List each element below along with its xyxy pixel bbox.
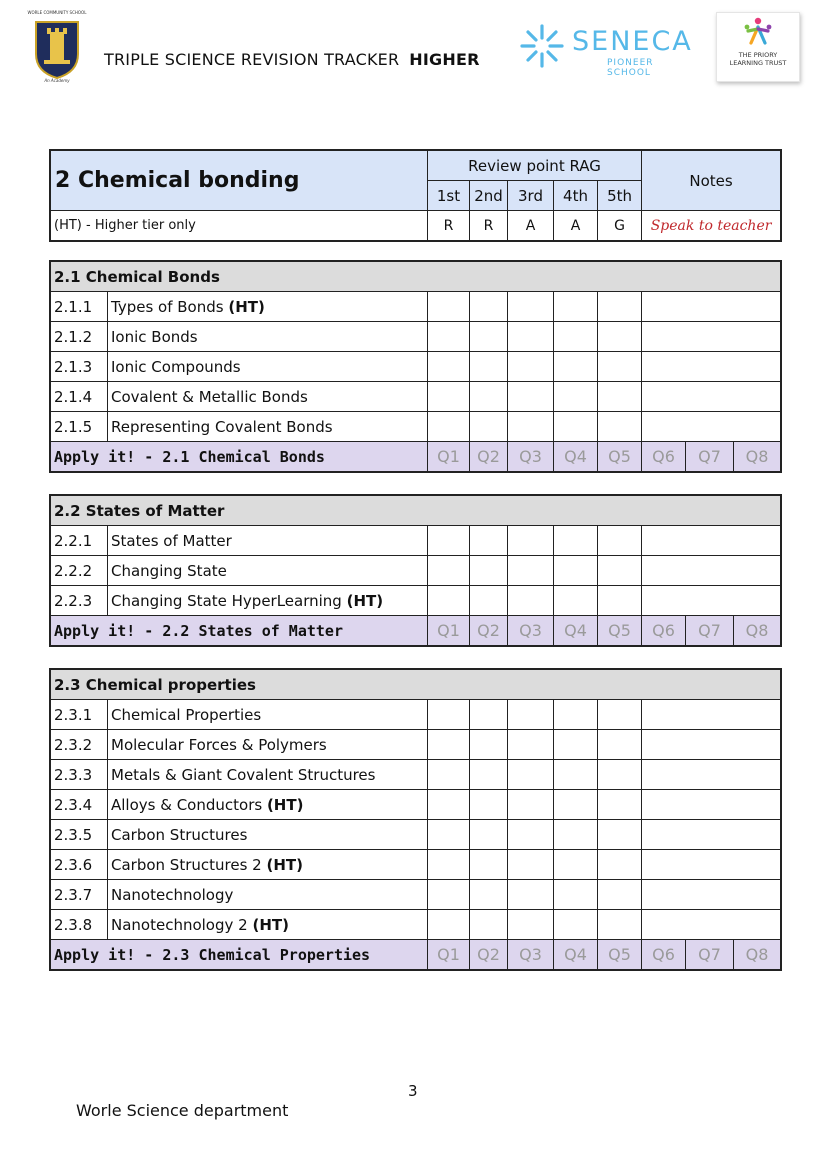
topic-name: Nanotechnology	[111, 885, 234, 904]
topic-name: Ionic Bonds	[111, 327, 198, 346]
document-title	[104, 50, 480, 69]
topic-name-cell	[108, 760, 428, 790]
rag-cell[interactable]	[428, 382, 470, 412]
question-cell[interactable]: Q4	[554, 616, 598, 646]
section-title: 2.2 States of Matter	[51, 496, 781, 526]
rag-cell[interactable]	[470, 322, 508, 352]
rag-cell[interactable]	[508, 322, 554, 352]
seneca-sub: PIONEER SCHOOL	[607, 58, 654, 78]
topic-name-cell	[108, 700, 428, 730]
rag-key-1: R	[428, 211, 470, 241]
rag-cell[interactable]	[598, 790, 642, 820]
section-table	[50, 669, 781, 970]
topic-row	[51, 556, 781, 586]
topic-name-cell	[108, 526, 428, 556]
rag-cell[interactable]	[598, 292, 642, 322]
apply-it-label: Apply it! - 2.2 States of Matter	[51, 616, 428, 646]
rag-cell[interactable]	[428, 322, 470, 352]
topic-name-cell	[108, 820, 428, 850]
rag-cell[interactable]	[554, 322, 598, 352]
topic-name: Covalent & Metallic Bonds	[111, 387, 308, 406]
section-table	[50, 261, 781, 472]
title-text: TRIPLE SCIENCE REVISION TRACKER	[104, 50, 400, 69]
topic-name-cell	[108, 322, 428, 352]
topic-name: Changing State HyperLearning	[111, 591, 342, 610]
notes-cell[interactable]	[642, 820, 781, 850]
topic-name-cell	[108, 352, 428, 382]
topic-row	[51, 850, 781, 880]
rag-key-4: A	[554, 211, 598, 241]
rag-cell[interactable]	[428, 556, 470, 586]
topic-name: States of Matter	[111, 531, 232, 550]
rag-cell[interactable]	[554, 352, 598, 382]
rag-cell[interactable]	[470, 820, 508, 850]
topic-number: 2.1.2	[51, 322, 108, 352]
rag-key-5: G	[598, 211, 642, 241]
page-number: 3	[408, 1082, 418, 1100]
rag-cell[interactable]	[470, 586, 508, 616]
rag-cell[interactable]	[508, 820, 554, 850]
rag-cell[interactable]	[428, 790, 470, 820]
topic-row	[51, 880, 781, 910]
rag-cell[interactable]	[598, 412, 642, 442]
higher-tier-note: (HT) - Higher tier only	[51, 211, 428, 241]
topic-name-cell	[108, 292, 428, 322]
topic-row	[51, 700, 781, 730]
review-point-2: 2nd	[470, 181, 508, 211]
apply-it-label: Apply it! - 2.3 Chemical Properties	[51, 940, 428, 970]
rag-cell[interactable]	[428, 352, 470, 382]
notes-cell[interactable]	[642, 586, 781, 616]
rag-cell[interactable]	[470, 556, 508, 586]
rag-cell[interactable]	[598, 880, 642, 910]
rag-cell[interactable]	[554, 820, 598, 850]
question-cell[interactable]: Q3	[508, 442, 554, 472]
review-point-1: 1st	[428, 181, 470, 211]
topic-name: Carbon Structures	[111, 825, 248, 844]
rag-cell[interactable]	[470, 292, 508, 322]
question-cell[interactable]: Q6	[642, 616, 686, 646]
question-cell[interactable]: Q5	[598, 442, 642, 472]
question-cell[interactable]: Q4	[554, 940, 598, 970]
notes-cell[interactable]	[642, 526, 781, 556]
topic-row	[51, 760, 781, 790]
topic-name: Chemical Properties	[111, 705, 262, 724]
notes-cell[interactable]	[642, 322, 781, 352]
apply-it-label: Apply it! - 2.1 Chemical Bonds	[51, 442, 428, 472]
topic-number: 2.3.1	[51, 700, 108, 730]
topic-name: Alloys & Conductors	[111, 795, 263, 814]
rag-key-2: R	[470, 211, 508, 241]
rag-cell[interactable]	[554, 730, 598, 760]
ht-tag: (HT)	[266, 855, 303, 874]
rag-cell[interactable]	[598, 382, 642, 412]
question-cell[interactable]: Q7	[686, 442, 734, 472]
rag-cell[interactable]	[428, 730, 470, 760]
topic-row	[51, 910, 781, 940]
notes-cell[interactable]	[642, 382, 781, 412]
unit-title: 2 Chemical bonding	[51, 151, 428, 211]
topic-name-cell	[108, 586, 428, 616]
school-crest-logo	[22, 10, 92, 86]
topic-number: 2.3.8	[51, 910, 108, 940]
topic-name-cell	[108, 910, 428, 940]
topic-number: 2.3.5	[51, 820, 108, 850]
question-cell[interactable]: Q3	[508, 940, 554, 970]
unit-heading-table	[50, 150, 781, 241]
question-cell[interactable]: Q5	[598, 940, 642, 970]
topic-name-cell	[108, 382, 428, 412]
review-point-3: 3rd	[508, 181, 554, 211]
question-cell[interactable]: Q6	[642, 442, 686, 472]
footer-department: Worle Science department	[76, 1101, 289, 1120]
apply-it-row	[51, 940, 781, 970]
topic-number: 2.3.4	[51, 790, 108, 820]
rag-cell[interactable]	[598, 526, 642, 556]
ht-tag: (HT)	[228, 297, 265, 316]
topic-name: Carbon Structures 2	[111, 855, 262, 874]
topic-name-cell	[108, 850, 428, 880]
question-cell[interactable]: Q2	[470, 940, 508, 970]
question-cell[interactable]: Q8	[734, 616, 781, 646]
rag-cell[interactable]	[508, 700, 554, 730]
topic-name: Molecular Forces & Polymers	[111, 735, 327, 754]
rag-cell[interactable]	[470, 352, 508, 382]
topic-row	[51, 526, 781, 556]
rag-cell[interactable]	[508, 760, 554, 790]
rag-cell[interactable]	[508, 412, 554, 442]
topic-name-cell	[108, 412, 428, 442]
rag-cell[interactable]	[598, 322, 642, 352]
topic-name: Types of Bonds	[111, 297, 224, 316]
rag-cell[interactable]	[428, 586, 470, 616]
rag-cell[interactable]	[554, 412, 598, 442]
topic-number: 2.3.2	[51, 730, 108, 760]
rag-cell[interactable]	[470, 412, 508, 442]
rag-cell[interactable]	[554, 526, 598, 556]
rag-cell[interactable]	[554, 382, 598, 412]
section-table	[50, 495, 781, 646]
notes-cell[interactable]	[642, 352, 781, 382]
rag-cell[interactable]	[598, 820, 642, 850]
topic-row	[51, 292, 781, 322]
rag-cell[interactable]	[598, 352, 642, 382]
topic-row	[51, 730, 781, 760]
topic-name: Changing State	[111, 561, 227, 580]
rag-cell[interactable]	[598, 760, 642, 790]
topic-number: 2.3.7	[51, 880, 108, 910]
rag-cell[interactable]	[554, 292, 598, 322]
topic-number: 2.2.1	[51, 526, 108, 556]
rag-cell[interactable]	[428, 292, 470, 322]
notes-cell[interactable]	[642, 760, 781, 790]
question-cell[interactable]: Q2	[470, 442, 508, 472]
section-title: 2.1 Chemical Bonds	[51, 262, 781, 292]
ht-tag: (HT)	[252, 915, 289, 934]
notes-cell[interactable]	[642, 790, 781, 820]
question-cell[interactable]: Q7	[686, 940, 734, 970]
rag-cell[interactable]	[554, 760, 598, 790]
rag-cell[interactable]	[470, 382, 508, 412]
rag-cell[interactable]	[554, 586, 598, 616]
rag-cell[interactable]	[508, 352, 554, 382]
notes-cell[interactable]	[642, 730, 781, 760]
starburst-icon	[518, 22, 566, 70]
rag-cell[interactable]	[470, 760, 508, 790]
school-sub: An Academy	[44, 78, 70, 83]
topic-number: 2.2.2	[51, 556, 108, 586]
section-title: 2.3 Chemical properties	[51, 670, 781, 700]
rag-cell[interactable]	[470, 730, 508, 760]
rag-cell[interactable]	[508, 730, 554, 760]
notes-cell[interactable]	[642, 412, 781, 442]
topic-name: Representing Covalent Bonds	[111, 417, 333, 436]
rag-cell[interactable]	[508, 910, 554, 940]
topic-row	[51, 820, 781, 850]
apply-it-row	[51, 442, 781, 472]
topic-name-cell	[108, 880, 428, 910]
rag-cell[interactable]	[598, 850, 642, 880]
topic-row	[51, 412, 781, 442]
rag-cell[interactable]	[554, 790, 598, 820]
topic-row	[51, 586, 781, 616]
rag-cell[interactable]	[598, 586, 642, 616]
apply-it-row	[51, 616, 781, 646]
topic-name-cell	[108, 790, 428, 820]
rag-cell[interactable]	[428, 820, 470, 850]
rag-cell[interactable]	[508, 382, 554, 412]
rag-cell[interactable]	[428, 910, 470, 940]
rag-cell[interactable]	[470, 700, 508, 730]
topic-number: 2.3.3	[51, 760, 108, 790]
rag-cell[interactable]	[470, 790, 508, 820]
rag-cell[interactable]	[508, 850, 554, 880]
rag-header: Review point RAG	[428, 151, 642, 181]
rag-cell[interactable]	[598, 910, 642, 940]
rag-cell[interactable]	[554, 850, 598, 880]
question-cell[interactable]: Q6	[642, 940, 686, 970]
notes-cell[interactable]	[642, 910, 781, 940]
question-cell[interactable]: Q8	[734, 442, 781, 472]
rag-cell[interactable]	[508, 586, 554, 616]
rag-cell[interactable]	[428, 526, 470, 556]
rag-cell[interactable]	[508, 526, 554, 556]
rag-cell[interactable]	[428, 700, 470, 730]
rag-cell[interactable]	[554, 910, 598, 940]
rag-cell[interactable]	[598, 700, 642, 730]
rag-cell[interactable]	[554, 700, 598, 730]
question-cell[interactable]: Q1	[428, 442, 470, 472]
topic-name-cell	[108, 730, 428, 760]
question-cell[interactable]: Q3	[508, 616, 554, 646]
notes-cell[interactable]	[642, 880, 781, 910]
tier-text: HIGHER	[409, 50, 480, 69]
topic-name-cell	[108, 556, 428, 586]
priory-trust-logo	[716, 12, 800, 82]
priory-line-2: LEARNING TRUST	[729, 59, 787, 67]
ht-tag: (HT)	[266, 795, 304, 814]
rag-key-3: A	[508, 211, 554, 241]
figures-icon	[717, 15, 799, 51]
rag-cell[interactable]	[554, 556, 598, 586]
review-point-5: 5th	[598, 181, 642, 211]
rag-cell[interactable]	[508, 790, 554, 820]
topic-number: 2.2.3	[51, 586, 108, 616]
question-cell[interactable]: Q5	[598, 616, 642, 646]
topic-name: Metals & Giant Covalent Structures	[111, 765, 376, 784]
topic-row	[51, 322, 781, 352]
notes-cell[interactable]	[642, 556, 781, 586]
rag-cell[interactable]	[470, 526, 508, 556]
rag-cell[interactable]	[428, 412, 470, 442]
speak-to-teacher-note: Speak to teacher	[642, 211, 781, 241]
rag-cell[interactable]	[554, 880, 598, 910]
seneca-logo	[518, 22, 698, 78]
rag-cell[interactable]	[508, 880, 554, 910]
topic-number: 2.1.4	[51, 382, 108, 412]
question-cell[interactable]: Q1	[428, 940, 470, 970]
topic-row	[51, 352, 781, 382]
question-cell[interactable]: Q7	[686, 616, 734, 646]
rag-cell[interactable]	[598, 730, 642, 760]
question-cell[interactable]: Q2	[470, 616, 508, 646]
topic-number: 2.1.1	[51, 292, 108, 322]
ht-tag: (HT)	[346, 591, 384, 610]
question-cell[interactable]: Q1	[428, 616, 470, 646]
notes-header: Notes	[642, 151, 781, 211]
topic-row	[51, 790, 781, 820]
rag-cell[interactable]	[470, 850, 508, 880]
topic-name: Ionic Compounds	[111, 357, 241, 376]
rag-cell[interactable]	[428, 760, 470, 790]
school-name: WORLE COMMUNITY SCHOOL	[27, 10, 87, 15]
rag-cell[interactable]	[598, 556, 642, 586]
rag-cell[interactable]	[470, 910, 508, 940]
rag-cell[interactable]	[428, 880, 470, 910]
rag-cell[interactable]	[470, 880, 508, 910]
priory-line-1: THE PRIORY	[738, 51, 778, 59]
topic-name: Nanotechnology 2	[111, 915, 248, 934]
rag-cell[interactable]	[508, 292, 554, 322]
topic-number: 2.1.5	[51, 412, 108, 442]
rag-cell[interactable]	[428, 850, 470, 880]
topic-number: 2.3.6	[51, 850, 108, 880]
seneca-name: SENECA	[572, 26, 693, 57]
notes-cell[interactable]	[642, 292, 781, 322]
question-cell[interactable]: Q8	[734, 940, 781, 970]
review-point-4: 4th	[554, 181, 598, 211]
crest-icon	[22, 10, 92, 86]
question-cell[interactable]: Q4	[554, 442, 598, 472]
topic-number: 2.1.3	[51, 352, 108, 382]
topic-row	[51, 382, 781, 412]
notes-cell[interactable]	[642, 850, 781, 880]
notes-cell[interactable]	[642, 700, 781, 730]
rag-cell[interactable]	[508, 556, 554, 586]
